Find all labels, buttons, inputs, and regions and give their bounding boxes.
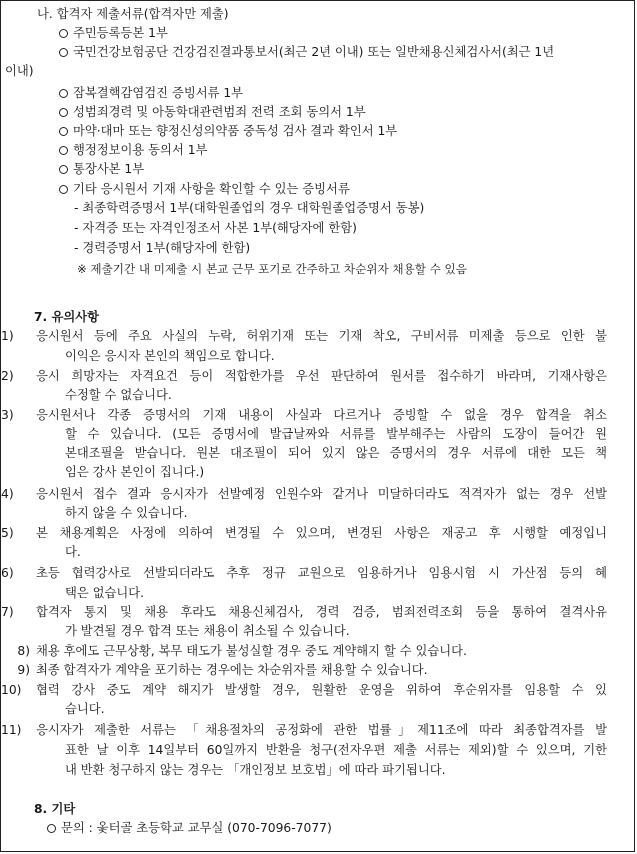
doc-item: 통장사본 1부 bbox=[59, 160, 144, 178]
circle-bullet-icon bbox=[59, 29, 68, 38]
circle-bullet-icon bbox=[59, 146, 68, 155]
notice-item-8: 8) 채용 후에도 근무상황, 복무 태도가 불성실할 경우 중도 계약해지 할 수 있습니다. bbox=[17, 644, 467, 658]
doc-item-continued: 이내) bbox=[5, 64, 34, 78]
notice-item-3-cont: 할 수 있습니다. (모든 증명서에 발급날짜와 서류를 발부해주는 사람의 도장이 들어간 원 bbox=[65, 427, 607, 441]
doc-item: 행정정보이용 동의서 1부 bbox=[59, 141, 207, 159]
circle-bullet-icon bbox=[59, 89, 68, 98]
section-7-title: 7. 유의사항 bbox=[34, 310, 100, 324]
notice-item-2: 2) 응시 희망자는 자격요건 등이 적합한가를 우선 판단하여 원서를 접수하기 바라며, 기재사항은 bbox=[1, 369, 607, 383]
doc-item: 주민등록등본 1부 bbox=[59, 24, 168, 42]
doc-item: 기타 응시원서 기재 사항을 확인할 수 있는 증빙서류 bbox=[59, 180, 350, 198]
notice-item-9: 9) 최종 합격자가 계약을 포기하는 경우에는 차순위자를 채용할 수 있습니다. bbox=[17, 663, 428, 677]
notice-item-6-cont: 택은 없습니다. bbox=[65, 586, 145, 600]
notice-item-3-cont: 본대조필을 받습니다. 원본 대조필이 되어 있지 않은 증명서의 경우 서류에 대한 모든 책 bbox=[65, 446, 607, 460]
circle-bullet-icon bbox=[59, 108, 68, 117]
notice-item-1: 1) 응시원서 등에 주요 사실의 누락, 허위기재 또는 기재 착오, 구비서류 미제출 등으로 인한 불 bbox=[1, 329, 607, 343]
contact-line: 문의 : 옻터골 초등학교 교무실 (070-7096-7077) bbox=[47, 819, 332, 837]
circle-bullet-icon bbox=[59, 185, 68, 194]
other-doc-item: - 최종학력증명서 1부(대학원졸업의 경우 대학원졸업증명서 동봉) bbox=[74, 201, 425, 215]
circle-bullet-icon bbox=[59, 48, 68, 57]
notice-item-5-cont: 다. bbox=[65, 545, 81, 559]
notice-item-11-cont: 내 반환 청구하지 않는 경우는 「개인정보 보호법」에 따라 파기됩니다. bbox=[65, 763, 446, 777]
notice-item-10: 10) 협력 강사 중도 계약 해지가 발생할 경우, 원활한 운영을 위하여 후순위자를 임용할 수 있 bbox=[1, 683, 607, 697]
circle-bullet-icon bbox=[59, 165, 68, 174]
other-doc-item: - 경력증명서 1부(해당자에 한함) bbox=[74, 241, 251, 255]
notice-item-5: 5) 본 채용계획은 사정에 의하여 변경될 수 있으며, 변경된 사항은 재공고 후 시행할 예정입니 bbox=[1, 526, 607, 540]
doc-item: 성범죄경력 및 아동학대관련범죄 전력 조회 동의서 1부 bbox=[59, 103, 366, 121]
notice-item-7: 7) 합격자 통지 및 채용 후라도 채용신체검사, 경력 검증, 범죄전력조회 등을 통하여 결격사유 bbox=[1, 605, 607, 619]
notice-item-3: 3) 응시원서나 각종 증명서의 기재 내용이 사실과 다르거나 증빙할 수 없을 경우 합격을 취소 bbox=[1, 408, 607, 422]
doc-item: 마약·대마 또는 향정신성의약품 중독성 검사 결과 확인서 1부 bbox=[59, 122, 397, 140]
sub-heading: 나. 합격자 제출서류(합격자만 제출) bbox=[37, 7, 229, 21]
notice-item-6: 6) 초등 협력강사로 선발되더라도 추후 정규 교원으로 임용하거나 임용시험 시 가산점 등의 혜 bbox=[1, 566, 607, 580]
section-8-title: 8. 기타 bbox=[34, 802, 76, 816]
doc-item: 잠복결핵감염검진 증빙서류 1부 bbox=[59, 84, 243, 102]
notice-item-1-cont: 이익은 응시자 본인의 책임으로 합니다. bbox=[65, 349, 275, 363]
other-doc-item: - 자격증 또는 자격인정조서 사본 1부(해당자에 한함) bbox=[74, 221, 357, 235]
notice-item-2-cont: 수정할 수 없습니다. bbox=[65, 388, 172, 402]
notice-item-10-cont: 습니다. bbox=[65, 702, 105, 716]
doc-item: 국민건강보험공단 건강검진결과통보서(최근 2년 이내) 또는 일반채용신체검사서(최근 1년 bbox=[59, 43, 554, 61]
notice-item-4-cont: 하지 않을 수 있습니다. bbox=[65, 506, 188, 520]
deadline-note: ※ 제출기간 내 미제출 시 본교 근무 포기로 간주하고 차순위자 채용할 수 있음 bbox=[77, 262, 467, 276]
circle-bullet-icon bbox=[59, 127, 68, 136]
circle-bullet-icon bbox=[47, 824, 56, 833]
notice-item-3-cont: 임은 강사 본인이 집니다.) bbox=[65, 465, 205, 479]
notice-item-4: 4) 응시원서 접수 결과 응시자가 선발예정 인원수와 같거나 미달하더라도 적격자가 없는 경우 선발 bbox=[1, 487, 607, 501]
notice-item-11-cont: 표한 날 이후 14일부터 60일까지 반환을 청구(전자우편 제출 서류는 제외)할 수 있으며, 기한 bbox=[65, 743, 607, 757]
notice-item-11: 11) 응시자가 제출한 서류는 「채용절차의 공정화에 관한 법률」제11조에 따라 최종합격자를 발 bbox=[1, 723, 607, 737]
notice-item-7-cont: 가 발견될 경우 합격 또는 채용이 취소될 수 있습니다. bbox=[65, 624, 350, 638]
